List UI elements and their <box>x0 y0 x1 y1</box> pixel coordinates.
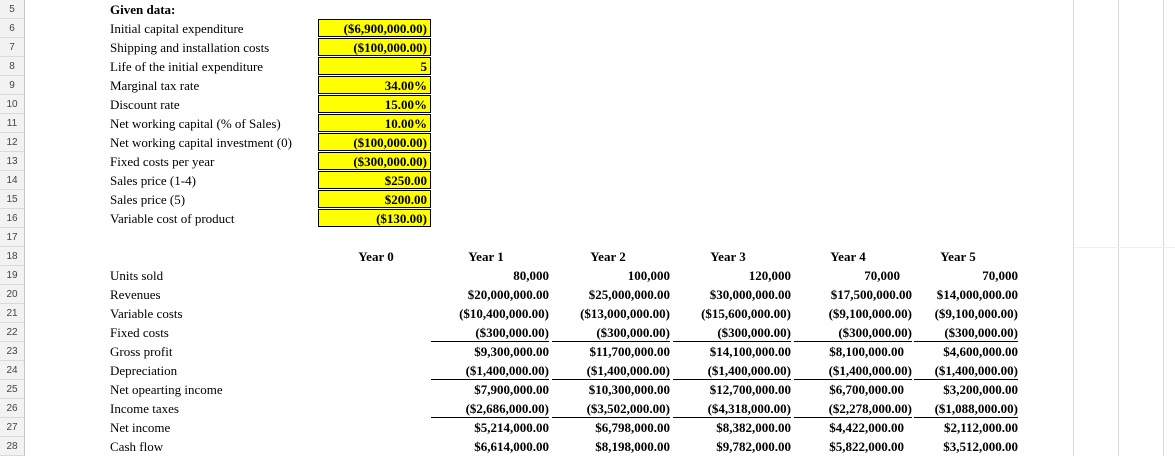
row-header-column <box>0 0 25 456</box>
input-cell-fixed-costs[interactable]: ($300,000.00) <box>318 152 431 170</box>
input-cell-sales-price-1-4[interactable]: $250.00 <box>318 171 431 189</box>
row-label: Fixed costs <box>110 325 169 340</box>
row-number[interactable]: 7 <box>0 38 24 57</box>
input-cell-sales-price-5[interactable]: $200.00 <box>318 190 431 208</box>
given-label: Fixed costs per year <box>110 154 215 169</box>
input-cell-variable-cost[interactable]: ($130.00) <box>318 209 431 227</box>
table-cell[interactable]: $8,198,000.00 <box>595 439 670 454</box>
table-cell[interactable]: $12,700,000.00 <box>709 382 791 397</box>
row-number[interactable]: 11 <box>0 114 24 133</box>
table-cell[interactable]: ($1,400,000.00) <box>673 361 791 380</box>
given-label: Shipping and installation costs <box>110 40 270 55</box>
given-label: Net working capital (% of Sales) <box>110 116 281 131</box>
row-number[interactable]: 19 <box>0 266 24 285</box>
table-cell[interactable]: $8,100,000.00 <box>829 344 904 359</box>
row-number[interactable]: 26 <box>0 399 24 418</box>
table-cell[interactable]: ($300,000.00) <box>431 323 549 342</box>
year-header: Year 3 <box>710 249 746 264</box>
row-number[interactable]: 22 <box>0 323 24 342</box>
table-cell[interactable]: ($9,100,000.00) <box>828 306 912 321</box>
table-cell[interactable]: $7,900,000.00 <box>474 382 549 397</box>
row-number[interactable]: 13 <box>0 152 24 171</box>
table-cell[interactable]: ($10,400,000.00) <box>459 306 549 321</box>
given-label: Variable cost of product <box>110 211 235 226</box>
table-cell[interactable]: ($2,686,000.00) <box>431 399 549 418</box>
row-number[interactable]: 18 <box>0 247 24 266</box>
given-label: Discount rate <box>110 97 180 112</box>
given-label: Life of the initial expenditure <box>110 59 264 74</box>
table-cell[interactable]: $3,512,000.00 <box>943 439 1018 454</box>
table-cell[interactable]: $2,112,000.00 <box>943 420 1018 435</box>
year-header: Year 0 <box>358 249 394 264</box>
table-cell[interactable]: 120,000 <box>748 268 791 283</box>
given-label: Net working capital investment (0) <box>110 135 292 150</box>
empty-grid-area[interactable] <box>1073 0 1175 456</box>
row-number[interactable]: 6 <box>0 19 24 38</box>
row-number[interactable]: 25 <box>0 380 24 399</box>
given-label: Marginal tax rate <box>110 78 200 93</box>
row-label: Units sold <box>110 268 164 283</box>
row-number[interactable]: 27 <box>0 418 24 437</box>
row-label: Net opearting income <box>110 382 223 397</box>
row-number[interactable]: 17 <box>0 228 24 247</box>
table-cell[interactable]: ($1,400,000.00) <box>431 361 549 380</box>
input-cell-nwc-investment[interactable]: ($100,000.00) <box>318 133 431 151</box>
year-header: Year 1 <box>468 249 504 264</box>
row-number[interactable]: 20 <box>0 285 24 304</box>
table-cell[interactable]: ($13,000,000.00) <box>580 306 670 321</box>
table-cell[interactable]: ($2,278,000.00) <box>794 399 912 418</box>
row-label: Variable costs <box>110 306 183 321</box>
row-label: Revenues <box>110 287 161 302</box>
table-cell[interactable]: ($1,088,000.00) <box>914 399 1018 418</box>
input-cell-shipping-installation[interactable]: ($100,000.00) <box>318 38 431 56</box>
table-cell[interactable]: 70,000 <box>982 268 1018 283</box>
given-label: Sales price (1-4) <box>110 173 196 188</box>
row-label: Cash flow <box>110 439 164 454</box>
row-number[interactable]: 9 <box>0 76 24 95</box>
row-number[interactable]: 14 <box>0 171 24 190</box>
given-data-title: Given data: <box>110 2 176 17</box>
table-cell[interactable]: 80,000 <box>513 268 549 283</box>
table-cell[interactable]: $3,200,000.00 <box>943 382 1018 397</box>
table-cell[interactable]: $4,422,000.00 <box>829 420 904 435</box>
row-number[interactable]: 12 <box>0 133 24 152</box>
given-label: Initial capital expenditure <box>110 21 244 36</box>
table-cell[interactable]: $6,798,000.00 <box>595 420 670 435</box>
table-cell[interactable]: ($15,600,000.00) <box>701 306 791 321</box>
row-number[interactable]: 5 <box>0 0 24 19</box>
table-cell[interactable]: $10,300,000.00 <box>588 382 670 397</box>
table-cell[interactable]: 70,000 <box>864 268 900 283</box>
table-cell[interactable]: $9,782,000.00 <box>716 439 791 454</box>
table-cell[interactable]: $5,214,000.00 <box>474 420 549 435</box>
row-number[interactable]: 28 <box>0 437 24 456</box>
table-cell[interactable]: $14,000,000.00 <box>936 287 1018 302</box>
table-cell[interactable]: ($4,318,000.00) <box>673 399 791 418</box>
input-cell-capital-expenditure[interactable]: ($6,900,000.00) <box>318 19 431 37</box>
row-number[interactable]: 10 <box>0 95 24 114</box>
row-number[interactable]: 23 <box>0 342 24 361</box>
table-cell[interactable]: $8,382,000.00 <box>716 420 791 435</box>
input-cell-nwc-percent[interactable]: 10.00% <box>318 114 431 132</box>
row-label: Income taxes <box>110 401 179 416</box>
table-cell[interactable]: $30,000,000.00 <box>709 287 791 302</box>
table-cell[interactable]: $20,000,000.00 <box>467 287 549 302</box>
table-cell[interactable]: $17,500,000.00 <box>830 287 912 302</box>
row-label: Depreciation <box>110 363 178 378</box>
row-label: Gross profit <box>110 344 173 359</box>
year-header: Year 2 <box>590 249 626 264</box>
row-number[interactable]: 16 <box>0 209 24 228</box>
row-label: Net income <box>110 420 171 435</box>
table-cell[interactable]: ($9,100,000.00) <box>934 306 1018 321</box>
table-cell[interactable]: $14,100,000.00 <box>709 344 791 359</box>
table-cell[interactable]: 100,000 <box>627 268 670 283</box>
table-cell[interactable]: $6,700,000.00 <box>829 382 904 397</box>
table-cell[interactable]: ($300,000.00) <box>794 323 912 342</box>
row-number[interactable]: 15 <box>0 190 24 209</box>
table-cell[interactable]: ($300,000.00) <box>552 323 670 342</box>
table-cell[interactable]: $4,600,000.00 <box>943 344 1018 359</box>
table-cell[interactable]: ($300,000.00) <box>673 323 791 342</box>
table-cell[interactable]: $9,300,000.00 <box>474 344 549 359</box>
table-cell[interactable]: $6,614,000.00 <box>474 439 549 454</box>
table-cell[interactable]: ($1,400,000.00) <box>914 361 1018 380</box>
year-header: Year 4 <box>830 249 866 264</box>
table-cell[interactable]: ($3,502,000.00) <box>552 399 670 418</box>
input-cell-tax-rate[interactable]: 34.00% <box>318 76 431 94</box>
table-cell[interactable]: $25,000,000.00 <box>588 287 670 302</box>
row-number[interactable]: 8 <box>0 57 24 76</box>
given-label: Sales price (5) <box>110 192 186 207</box>
input-cell-discount-rate[interactable]: 15.00% <box>318 95 431 113</box>
table-cell[interactable]: $11,700,000.00 <box>589 344 670 359</box>
input-cell-life[interactable]: 5 <box>318 57 431 75</box>
table-cell[interactable]: ($300,000.00) <box>914 323 1018 342</box>
table-cell[interactable]: ($1,400,000.00) <box>794 361 912 380</box>
year-header: Year 5 <box>940 249 976 264</box>
row-number[interactable]: 24 <box>0 361 24 380</box>
row-number[interactable]: 21 <box>0 304 24 323</box>
table-cell[interactable]: ($1,400,000.00) <box>552 361 670 380</box>
table-cell[interactable]: $5,822,000.00 <box>829 439 904 454</box>
